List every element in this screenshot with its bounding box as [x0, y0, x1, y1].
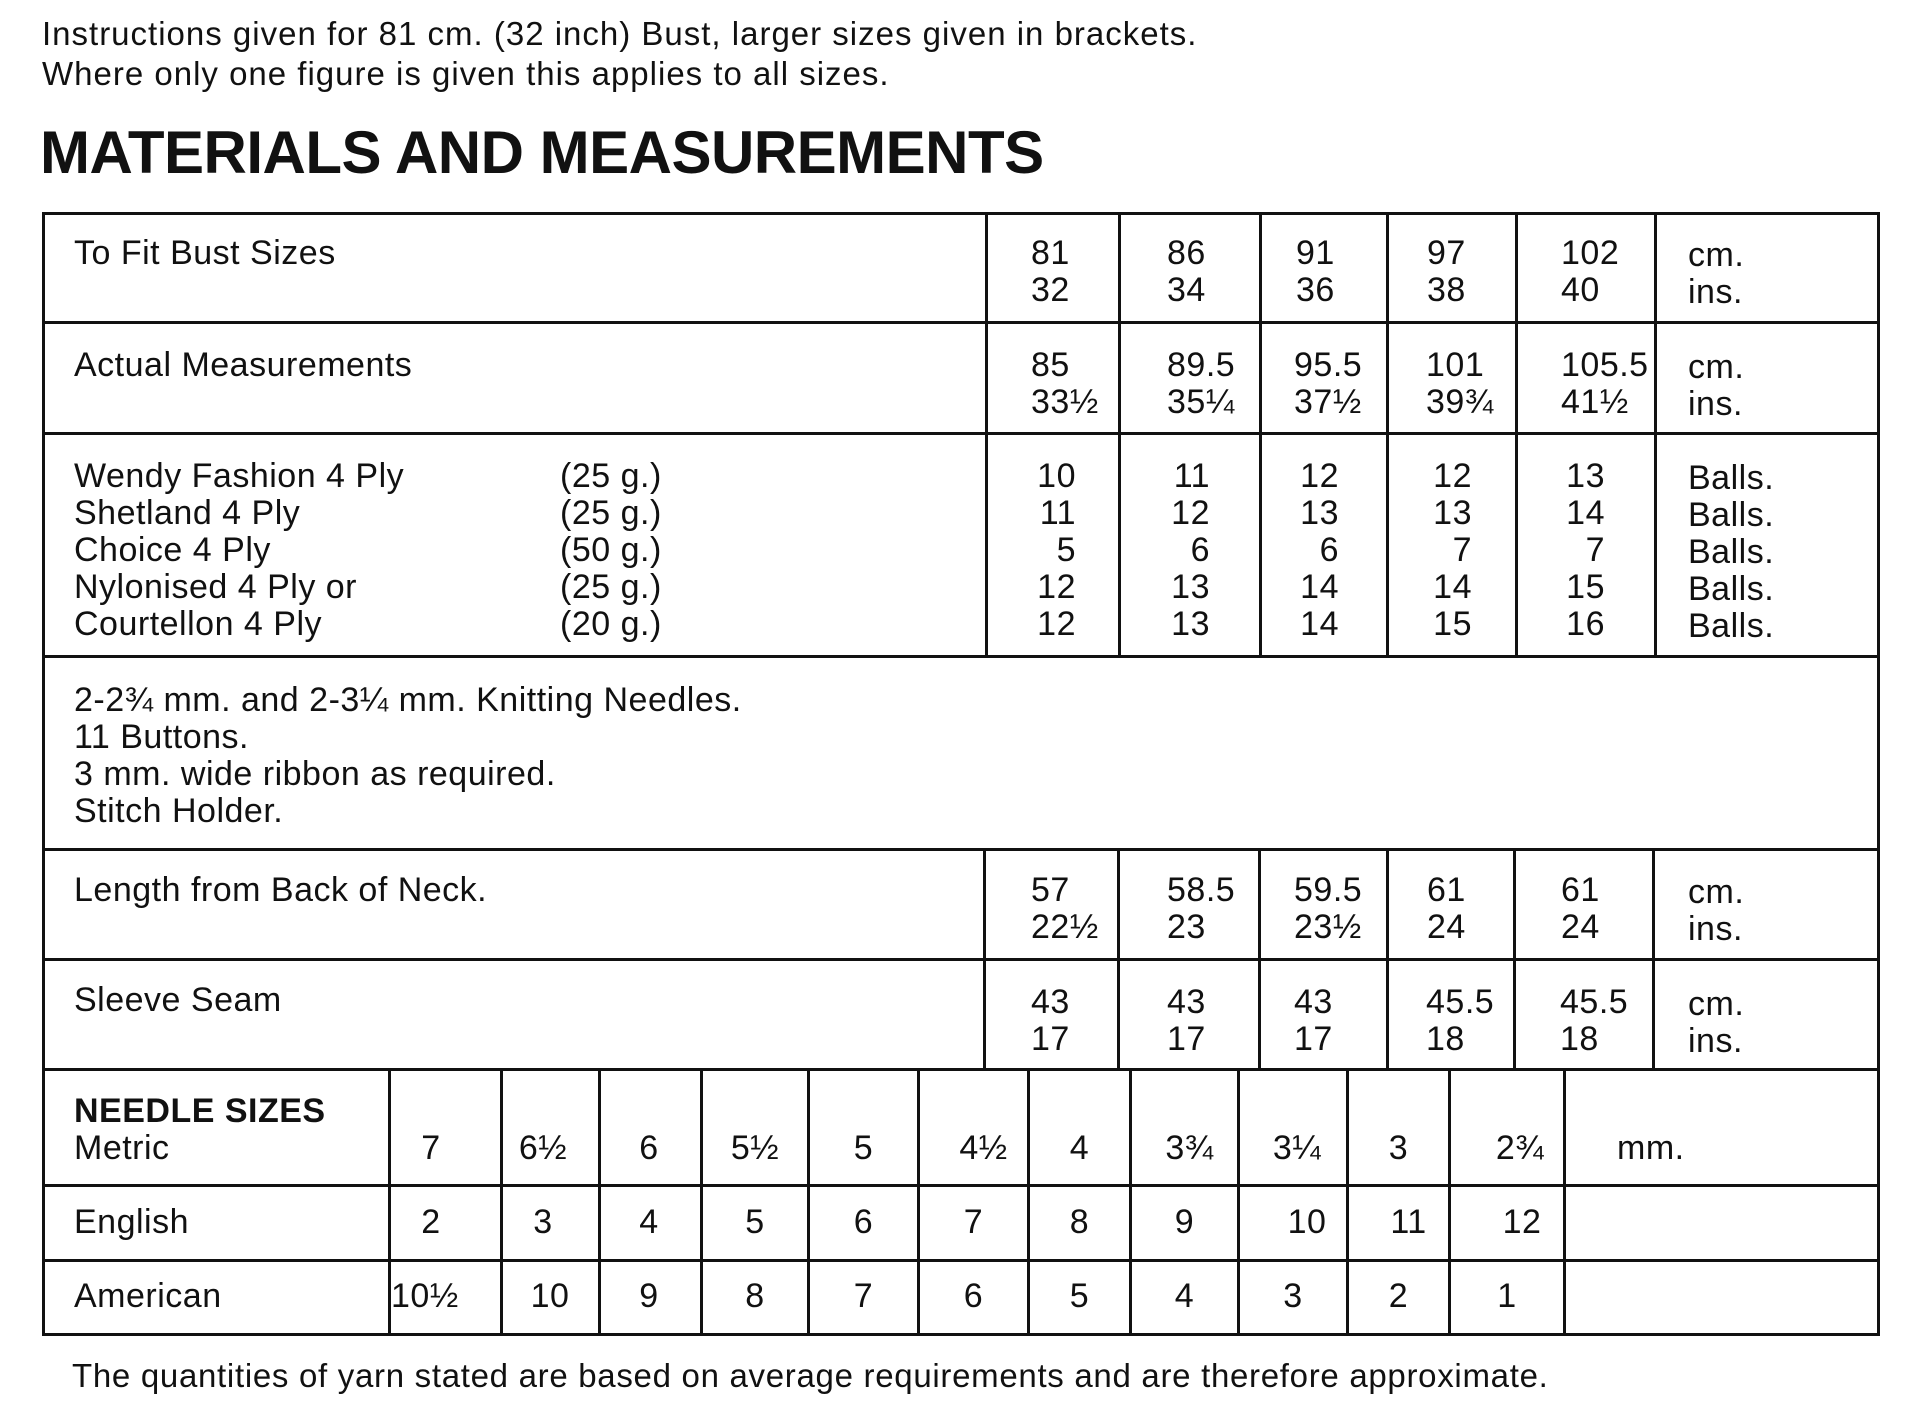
- sleeve-ins-value: 17: [1167, 1020, 1206, 1058]
- metric-value: 4: [1069, 1129, 1090, 1167]
- english-value: 7: [963, 1203, 984, 1241]
- row-divider: [42, 848, 1880, 851]
- length-cm-value: 61: [1561, 871, 1600, 909]
- balls-value: 12: [1433, 457, 1472, 495]
- length-cm-value: 59.5: [1294, 871, 1363, 909]
- length-label: Length from Back of Neck.: [74, 871, 488, 909]
- english-label: English: [74, 1203, 190, 1241]
- bust-units: [1688, 237, 1744, 311]
- metric-label: Metric: [74, 1129, 170, 1167]
- actual-measurements-label: Actual Measurements: [74, 346, 413, 384]
- length-col-5: [1561, 872, 1600, 946]
- extras-ribbon: 3 mm. wide ribbon as required.: [74, 755, 556, 793]
- bust-col-4: [1427, 235, 1466, 309]
- yarn-weight: (25 g.): [560, 494, 662, 532]
- metric-unit: mm.: [1617, 1129, 1685, 1167]
- yarn-balls-size-1: [1020, 458, 1076, 643]
- bust-col-3: [1296, 235, 1335, 309]
- balls-value: 12: [1171, 494, 1210, 532]
- yarn-balls-size-5: [1549, 458, 1605, 643]
- metric-value: 7: [421, 1129, 441, 1167]
- metric-value: 5: [853, 1129, 874, 1167]
- balls-value: 14: [1300, 605, 1339, 643]
- length-cm-value: 61: [1427, 871, 1466, 909]
- bust-col-2: [1167, 235, 1206, 309]
- actual-col-3: [1294, 347, 1362, 421]
- actual-col-2: [1167, 347, 1235, 421]
- col-divider: [1258, 848, 1261, 1069]
- actual-ins-value: 35¼: [1167, 383, 1235, 421]
- yarn-name: Choice 4 Ply: [74, 531, 271, 569]
- footer-note: The quantities of yarn stated are based on average requirements and are therefore approximate.: [72, 1357, 1549, 1394]
- english-value: 9: [1174, 1203, 1195, 1241]
- actual-col-1: [1031, 347, 1099, 421]
- sleeve-col-5: [1560, 984, 1628, 1058]
- yarn-name: Wendy Fashion 4 Ply: [74, 457, 405, 495]
- sleeve-units: [1688, 986, 1744, 1060]
- intro-line-2: Where only one figure is given this applies to all sizes.: [42, 55, 890, 92]
- col-divider: [983, 848, 986, 1069]
- bust-col-1: [1031, 235, 1070, 309]
- extras-buttons: 11 Buttons.: [74, 718, 249, 756]
- bust-cm-value: 86: [1167, 234, 1206, 272]
- yarn-weight: (25 g.): [560, 568, 662, 606]
- bust-col-5: [1561, 235, 1619, 309]
- actual-ins-value: 37½: [1294, 383, 1362, 421]
- row-divider: [42, 655, 1880, 658]
- balls-value: 14: [1300, 568, 1339, 606]
- unit-ins: ins.: [1688, 1022, 1743, 1060]
- english-value: 12: [1502, 1203, 1542, 1241]
- sleeve-ins-value: 17: [1031, 1020, 1070, 1058]
- english-value: 3: [533, 1203, 553, 1241]
- balls-value: 13: [1171, 568, 1210, 606]
- bust-cm-value: 102: [1561, 234, 1620, 272]
- american-value: 1: [1497, 1277, 1517, 1315]
- length-cm-value: 57: [1031, 871, 1070, 909]
- actual-cm-value: 85: [1031, 346, 1070, 384]
- col-divider: [1563, 1068, 1566, 1336]
- actual-cm-value: 95.5: [1294, 346, 1363, 384]
- sleeve-cm-value: 43: [1167, 983, 1206, 1021]
- intro-text: [42, 14, 1197, 94]
- length-ins-value: 24: [1427, 908, 1466, 946]
- unit-ins: ins.: [1688, 385, 1743, 423]
- american-value: 4: [1174, 1277, 1195, 1315]
- yarn-name: Shetland 4 Ply: [74, 494, 301, 532]
- bust-ins-value: 40: [1561, 271, 1600, 309]
- yarn-weight: (20 g.): [560, 605, 662, 643]
- unit-cm: cm.: [1688, 873, 1745, 911]
- col-divider: [1515, 212, 1518, 655]
- col-divider: [1386, 848, 1389, 1069]
- metric-value: 6: [639, 1129, 659, 1167]
- yarn-names: [74, 458, 404, 643]
- metric-value: 5½: [730, 1129, 780, 1167]
- unit-balls: Balls.: [1688, 496, 1775, 534]
- english-value: 11: [1390, 1203, 1427, 1241]
- row-divider: [42, 321, 1880, 324]
- american-value: 2: [1388, 1277, 1409, 1315]
- balls-value: 10: [1037, 457, 1076, 495]
- sleeve-cm-value: 43: [1294, 983, 1333, 1021]
- col-divider: [1117, 848, 1120, 1069]
- bust-cm-value: 97: [1427, 234, 1466, 272]
- metric-value: 6½: [518, 1129, 568, 1167]
- length-ins-value: 23½: [1294, 908, 1362, 946]
- english-value: 4: [639, 1203, 659, 1241]
- american-value: 6: [963, 1277, 984, 1315]
- balls-value: 15: [1566, 568, 1605, 606]
- metric-value: 3¾: [1165, 1129, 1214, 1167]
- yarn-balls-size-4: [1416, 458, 1472, 643]
- actual-col-5: [1561, 347, 1649, 421]
- balls-value: 13: [1300, 494, 1339, 532]
- balls-value: 14: [1566, 494, 1605, 532]
- american-value: 7: [853, 1277, 874, 1315]
- american-label: American: [74, 1277, 222, 1315]
- actual-ins-value: 41½: [1561, 383, 1629, 421]
- sleeve-col-2: [1167, 984, 1206, 1058]
- sleeve-cm-value: 45.5: [1426, 983, 1495, 1021]
- sleeve-ins-value: 18: [1426, 1020, 1465, 1058]
- extras-list: [74, 682, 742, 830]
- actual-units: [1688, 349, 1744, 423]
- bust-cm-value: 91: [1296, 234, 1335, 272]
- length-ins-value: 23: [1167, 908, 1206, 946]
- balls-value: 5: [1056, 531, 1076, 569]
- american-value: 10: [530, 1277, 570, 1315]
- yarn-weight: (25 g.): [560, 457, 662, 495]
- sleeve-col-3: [1294, 984, 1333, 1058]
- row-divider: [42, 1184, 1880, 1187]
- metric-value: 3: [1388, 1129, 1409, 1167]
- balls-value: 14: [1433, 568, 1472, 606]
- bust-ins-value: 34: [1167, 271, 1206, 309]
- row-divider: [42, 958, 1880, 961]
- yarn-name: Nylonised 4 Ply or: [74, 568, 358, 606]
- english-value: 8: [1069, 1203, 1090, 1241]
- metric-value: 2¾: [1495, 1129, 1545, 1167]
- metric-value: 4½: [959, 1129, 1008, 1167]
- yarn-weight: (50 g.): [560, 531, 662, 569]
- sleeve-cm-value: 43: [1031, 983, 1070, 1021]
- sleeve-ins-value: 18: [1560, 1020, 1599, 1058]
- sleeve-col-4: [1426, 984, 1494, 1058]
- length-ins-value: 22½: [1031, 908, 1099, 946]
- length-col-1: [1031, 872, 1099, 946]
- length-ins-value: 24: [1561, 908, 1600, 946]
- intro-line-1: Instructions given for 81 cm. (32 inch) Bust, larger sizes given in brackets.: [42, 15, 1198, 52]
- unit-balls: Balls.: [1688, 570, 1775, 608]
- metric-value: 3¼: [1272, 1129, 1322, 1167]
- english-value: 6: [853, 1203, 874, 1241]
- length-units: [1688, 874, 1744, 948]
- bust-sizes-label: To Fit Bust Sizes: [74, 234, 336, 272]
- american-value: 8: [745, 1277, 765, 1315]
- row-divider: [42, 432, 1880, 435]
- balls-value: 15: [1433, 605, 1472, 643]
- balls-value: 13: [1566, 457, 1605, 495]
- sleeve-col-1: [1031, 984, 1070, 1058]
- american-value: 3: [1283, 1277, 1303, 1315]
- col-divider: [1118, 212, 1121, 655]
- length-col-4: [1427, 872, 1466, 946]
- american-value: 10½: [391, 1277, 459, 1315]
- balls-value: 12: [1037, 568, 1076, 606]
- row-divider: [42, 1068, 1880, 1071]
- unit-balls: Balls.: [1688, 533, 1775, 571]
- balls-value: 13: [1171, 605, 1210, 643]
- yarn-name: Courtellon 4 Ply: [74, 605, 323, 643]
- bust-cm-value: 81: [1031, 234, 1070, 272]
- col-divider: [1654, 212, 1657, 655]
- english-value: 5: [745, 1203, 765, 1241]
- bust-ins-value: 32: [1031, 271, 1070, 309]
- unit-cm: cm.: [1688, 985, 1745, 1023]
- english-value: 10: [1287, 1203, 1327, 1241]
- needle-sizes-title: NEEDLE SIZES: [74, 1092, 326, 1130]
- american-value: 9: [639, 1277, 659, 1315]
- col-divider: [1259, 212, 1262, 655]
- balls-value: 7: [1585, 531, 1605, 569]
- yarn-balls-size-2: [1154, 458, 1210, 643]
- actual-col-4: [1426, 347, 1494, 421]
- length-col-3: [1294, 872, 1362, 946]
- col-divider: [1652, 848, 1655, 1069]
- balls-value: 11: [1039, 494, 1076, 532]
- unit-ins: ins.: [1688, 910, 1743, 948]
- balls-value: 6: [1319, 531, 1339, 569]
- unit-ins: ins.: [1688, 273, 1743, 311]
- actual-cm-value: 105.5: [1561, 346, 1649, 384]
- yarn-balls-size-3: [1283, 458, 1339, 643]
- unit-balls: Balls.: [1688, 459, 1775, 497]
- english-value: 2: [421, 1203, 441, 1241]
- col-divider: [985, 212, 988, 655]
- extras-needles: 2-2¾ mm. and 2-3¼ mm. Knitting Needles.: [74, 681, 742, 719]
- sleeve-seam-label: Sleeve Seam: [74, 981, 282, 1019]
- balls-value: 16: [1566, 605, 1605, 643]
- unit-balls: Balls.: [1688, 607, 1775, 645]
- bust-ins-value: 36: [1296, 271, 1335, 309]
- actual-cm-value: 89.5: [1167, 346, 1236, 384]
- balls-value: 11: [1173, 457, 1210, 495]
- extras-holder: Stitch Holder.: [74, 792, 284, 830]
- balls-value: 12: [1300, 457, 1339, 495]
- american-value: 5: [1069, 1277, 1090, 1315]
- bust-ins-value: 38: [1427, 271, 1466, 309]
- unit-cm: cm.: [1688, 348, 1745, 386]
- page-title: MATERIALS AND MEASUREMENTS: [40, 119, 1044, 186]
- actual-cm-value: 101: [1426, 346, 1485, 384]
- balls-value: 13: [1433, 494, 1472, 532]
- balls-value: 6: [1190, 531, 1210, 569]
- col-divider: [1386, 212, 1389, 655]
- sleeve-ins-value: 17: [1294, 1020, 1333, 1058]
- actual-ins-value: 39¾: [1426, 383, 1494, 421]
- yarn-units: [1688, 460, 1774, 645]
- col-divider: [1513, 848, 1516, 1069]
- actual-ins-value: 33½: [1031, 383, 1099, 421]
- row-divider: [42, 1259, 1880, 1262]
- yarn-weights: [560, 458, 662, 643]
- length-col-2: [1167, 872, 1235, 946]
- sleeve-cm-value: 45.5: [1560, 983, 1629, 1021]
- length-cm-value: 58.5: [1167, 871, 1236, 909]
- balls-value: 7: [1452, 531, 1472, 569]
- unit-cm: cm.: [1688, 236, 1745, 274]
- balls-value: 12: [1037, 605, 1076, 643]
